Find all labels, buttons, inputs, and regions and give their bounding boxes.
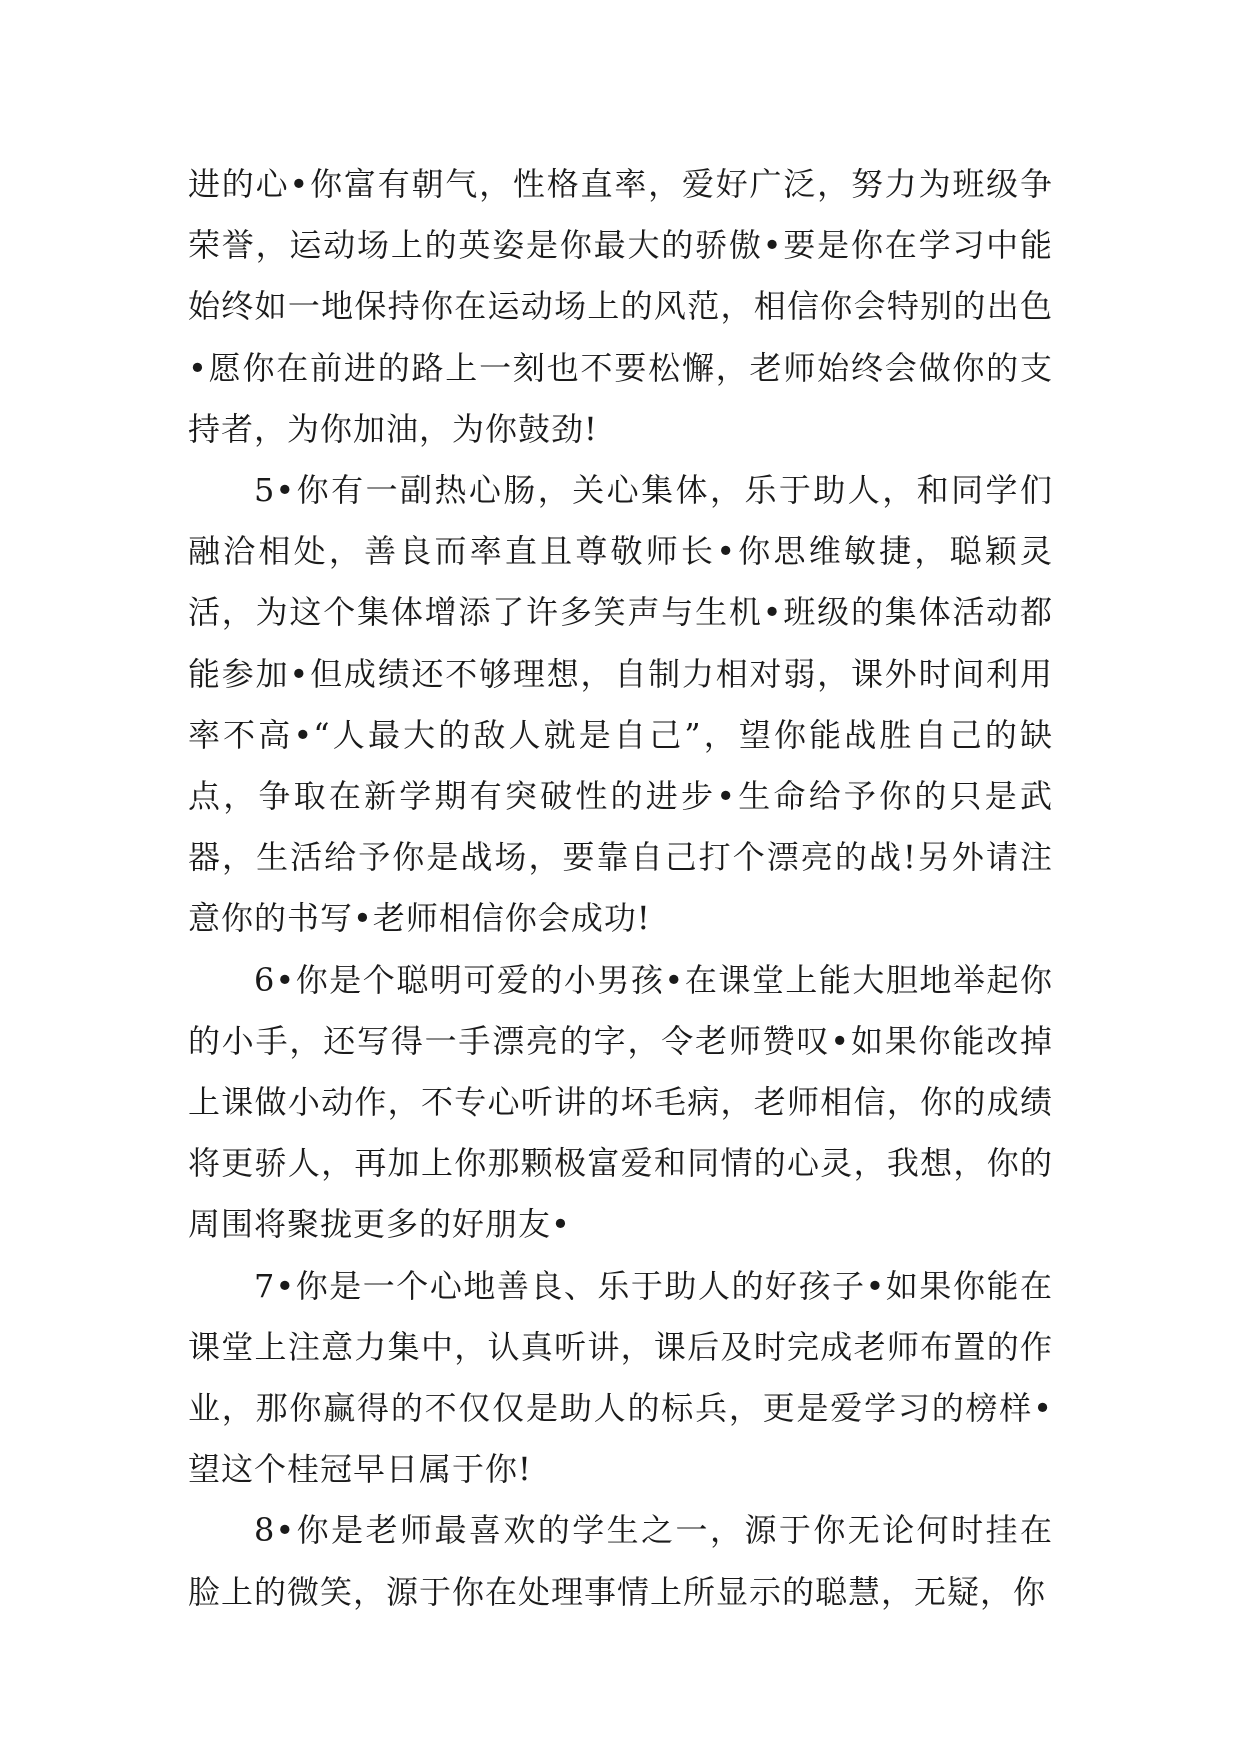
paragraph-comment-6: 6•你是个聪明可爱的小男孩•在课堂上能大胆地举起你的小手，还写得一手漂亮的字，令老师赞叹•如果你能改掉上课做小动作，不专心听讲的坏毛病，老师相信，你的成绩将更骄人，再加上你那颗极富爱和同情的心灵，我想，你的周围将聚拢更多的好朋友• — [188, 960, 1053, 1244]
paragraph-comment-7: 7•你是一个心地善良、乐于助人的好孩子•如果你能在课堂上注意力集中，认真听讲，课后及时完成老师布置的作业，那你赢得的不仅仅是助人的标兵，更是爱学习的榜样•望这个桂冠早日属于你! — [188, 1266, 1053, 1489]
paragraph-continuation: 进的心•你富有朝气，性格直率，爱好广泛，努力为班级争荣誉，运动场上的英姿是你最大的骄傲•要是你在学习中能始终如一地保持你在运动场上的风范，相信你会特别的出色•愿你在前进的路上一刻也不要松懈，老师始终会做你的支持者，为你加油，为你鼓劲! — [188, 165, 1053, 448]
paragraph-comment-8: 8•你是老师最喜欢的学生之一，源于你无论何时挂在脸上的微笑，源于你在处理事情上所显示的聪慧，无疑，你 — [188, 1511, 1053, 1611]
document-body — [188, 154, 1053, 1623]
paragraph-comment-5: 5•你有一副热心肠，关心集体，乐于助人，和同学们融洽相处，善良而率直且尊敬师长•你思维敏捷，聪颖灵活，为这个集体增添了许多笑声与生机•班级的集体活动都能参加•但成绩还不够理想，自制力相对弱，课外时间利用率不高•“人最大的敌人就是自己”，望你能战胜自己的缺点，争取在新学期有突破性的进步•生命给予你的只是武器，生活给予你是战场，要靠自己打个漂亮的战!另外请注意你的书写•老师相信你会成功! — [188, 471, 1053, 938]
